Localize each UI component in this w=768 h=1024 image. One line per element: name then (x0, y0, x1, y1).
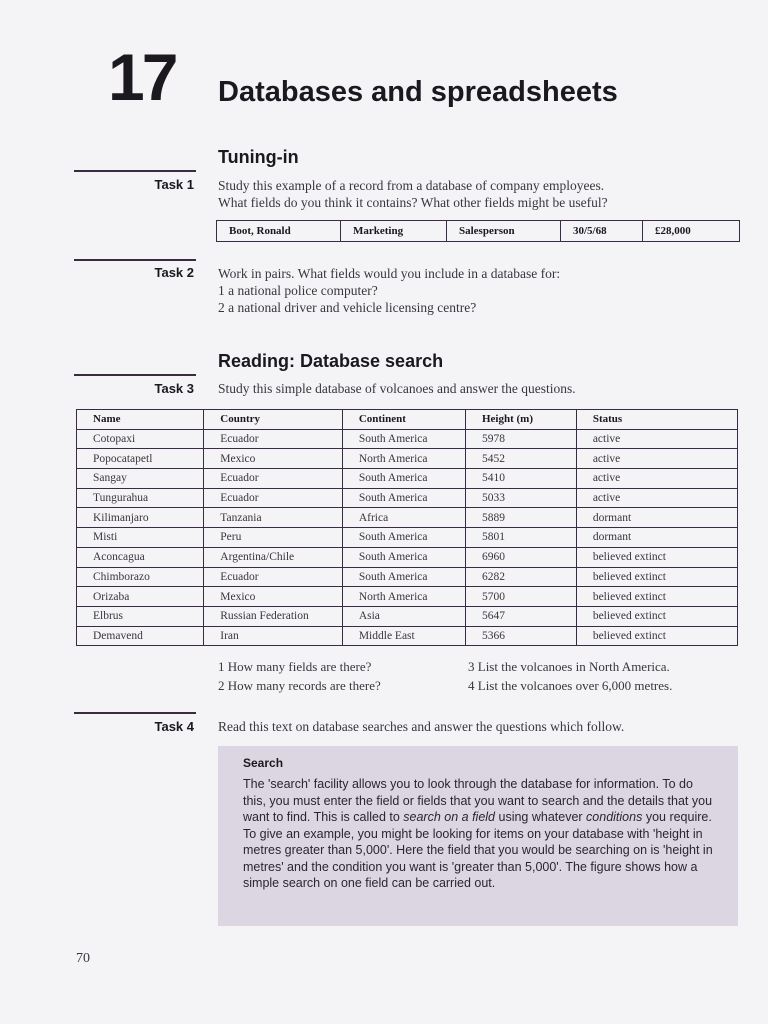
table-row (77, 587, 738, 607)
cell-name: Demavend (77, 626, 204, 646)
cell-country: Ecuador (204, 429, 343, 449)
record-field-date: 30/5/68 (561, 221, 643, 241)
record-field-department: Marketing (341, 221, 447, 241)
cell-continent: South America (342, 469, 465, 489)
cell-height: 6282 (465, 567, 576, 587)
cell-continent: South America (342, 547, 465, 567)
cell-status: believed extinct (576, 626, 737, 646)
task2-label: Task 2 (154, 265, 194, 280)
volcano-table (76, 409, 738, 646)
search-text-emphasis-2: conditions (586, 810, 643, 824)
record-field-salary: £28,000 (655, 225, 691, 237)
unit-title: Databases and spreadsheets (218, 76, 618, 108)
record-field-name: Boot, Ronald (217, 221, 341, 241)
search-text-box (218, 746, 738, 926)
cell-height: 5452 (465, 449, 576, 469)
cell-status: believed extinct (576, 567, 737, 587)
search-box-paragraph (243, 776, 713, 892)
cell-country: Iran (204, 626, 343, 646)
task3-label: Task 3 (154, 381, 194, 396)
cell-country: Ecuador (204, 567, 343, 587)
table-header-row (77, 410, 738, 430)
task2-rule (74, 259, 196, 261)
cell-continent: South America (342, 567, 465, 587)
cell-continent: Asia (342, 606, 465, 626)
cell-name: Tungurahua (77, 488, 204, 508)
cell-height: 5366 (465, 626, 576, 646)
cell-status: believed extinct (576, 587, 737, 607)
table-row (77, 567, 738, 587)
cell-name: Aconcagua (77, 547, 204, 567)
task2-item1: 1 a national police computer? (218, 283, 378, 298)
task3-instructions: Study this simple database of volcanoes and answer the questions. (218, 381, 576, 396)
table-row (77, 606, 738, 626)
column-header-name: Name (77, 410, 204, 430)
cell-height: 5801 (465, 528, 576, 548)
table-row (77, 488, 738, 508)
cell-status: believed extinct (576, 547, 737, 567)
cell-country: Ecuador (204, 469, 343, 489)
section-heading-reading: Reading: Database search (218, 351, 444, 371)
cell-name: Popocatapetl (77, 449, 204, 469)
task3-rule (74, 374, 196, 376)
task2-instructions (218, 265, 738, 316)
search-text-part2: using whatever (495, 810, 587, 824)
question-3: 3 List the volcanoes in North America. (468, 659, 670, 674)
cell-continent: Middle East (342, 626, 465, 646)
cell-status: active (576, 449, 737, 469)
cell-status: active (576, 429, 737, 449)
cell-country: Russian Federation (204, 606, 343, 626)
cell-name: Orizaba (77, 587, 204, 607)
cell-continent: North America (342, 449, 465, 469)
column-header-status: Status (576, 410, 737, 430)
cell-height: 5647 (465, 606, 576, 626)
question-2: 2 How many records are there? (218, 678, 381, 693)
cell-country: Peru (204, 528, 343, 548)
cell-country: Ecuador (204, 488, 343, 508)
cell-status: dormant (576, 528, 737, 548)
cell-name: Chimborazo (77, 567, 204, 587)
column-header-height: Height (m) (465, 410, 576, 430)
cell-continent: Africa (342, 508, 465, 528)
task2-intro: Work in pairs. What fields would you include in a database for: (218, 266, 561, 281)
task1-label: Task 1 (154, 177, 194, 192)
task2-item2: 2 a national driver and vehicle licensing centre? (218, 300, 477, 315)
question-1: 1 How many fields are there? (218, 659, 372, 674)
cell-status: dormant (576, 508, 737, 528)
cell-status: active (576, 488, 737, 508)
cell-name: Elbrus (77, 606, 204, 626)
page-number: 70 (76, 951, 90, 966)
cell-continent: South America (342, 488, 465, 508)
cell-country: Mexico (204, 449, 343, 469)
unit-number: 17 (108, 40, 176, 114)
table-row (77, 508, 738, 528)
search-text-part1: The 'search' facility allows you to look through the database for information. To do this, you must enter the field or fields that you want to search and the details that you want to find. This is called to (243, 777, 713, 824)
task4-instructions: Read this text on database searches and answer the questions which follow. (218, 719, 625, 734)
cell-height: 5889 (465, 508, 576, 528)
section-heading-tuning-in: Tuning-in (218, 147, 299, 167)
cell-height: 5410 (465, 469, 576, 489)
cell-country: Mexico (204, 587, 343, 607)
table-row (77, 429, 738, 449)
record-field-job-title: Salesperson (447, 221, 561, 241)
task1-instructions (218, 177, 738, 211)
search-text-part3: you require. To give an example, you might be looking for items on your database with 'height in metres greater than 5,000'. Here the field that you would be searching on is 'height in metres' and the condition you want is 'greater than 5,000'. The figure shows how a simple search on one field can be carried out. (243, 810, 713, 890)
cell-country: Tanzania (204, 508, 343, 528)
cell-country: Argentina/Chile (204, 547, 343, 567)
cell-name: Misti (77, 528, 204, 548)
task1-line2: What fields do you think it contains? What other fields might be useful? (218, 195, 608, 210)
cell-name: Cotopaxi (77, 429, 204, 449)
cell-name: Kilimanjaro (77, 508, 204, 528)
table-row (77, 449, 738, 469)
cell-name: Sangay (77, 469, 204, 489)
cell-continent: South America (342, 528, 465, 548)
task1-line1: Study this example of a record from a database of company employees. (218, 178, 605, 193)
cell-height: 5978 (465, 429, 576, 449)
task1-rule (74, 170, 196, 172)
employee-record (216, 220, 740, 242)
cell-height: 5033 (465, 488, 576, 508)
cell-continent: South America (342, 429, 465, 449)
cell-status: active (576, 469, 737, 489)
cell-height: 6960 (465, 547, 576, 567)
column-header-continent: Continent (342, 410, 465, 430)
task4-rule (74, 712, 196, 714)
question-4: 4 List the volcanoes over 6,000 metres. (468, 678, 673, 693)
table-row (77, 528, 738, 548)
cell-height: 5700 (465, 587, 576, 607)
table-row (77, 469, 738, 489)
table-row (77, 626, 738, 646)
search-box-title: Search (243, 756, 284, 770)
table-row (77, 547, 738, 567)
column-header-country: Country (204, 410, 343, 430)
task4-label: Task 4 (154, 719, 194, 734)
search-text-emphasis-1: search on a field (403, 810, 496, 824)
cell-status: believed extinct (576, 606, 737, 626)
cell-continent: North America (342, 587, 465, 607)
